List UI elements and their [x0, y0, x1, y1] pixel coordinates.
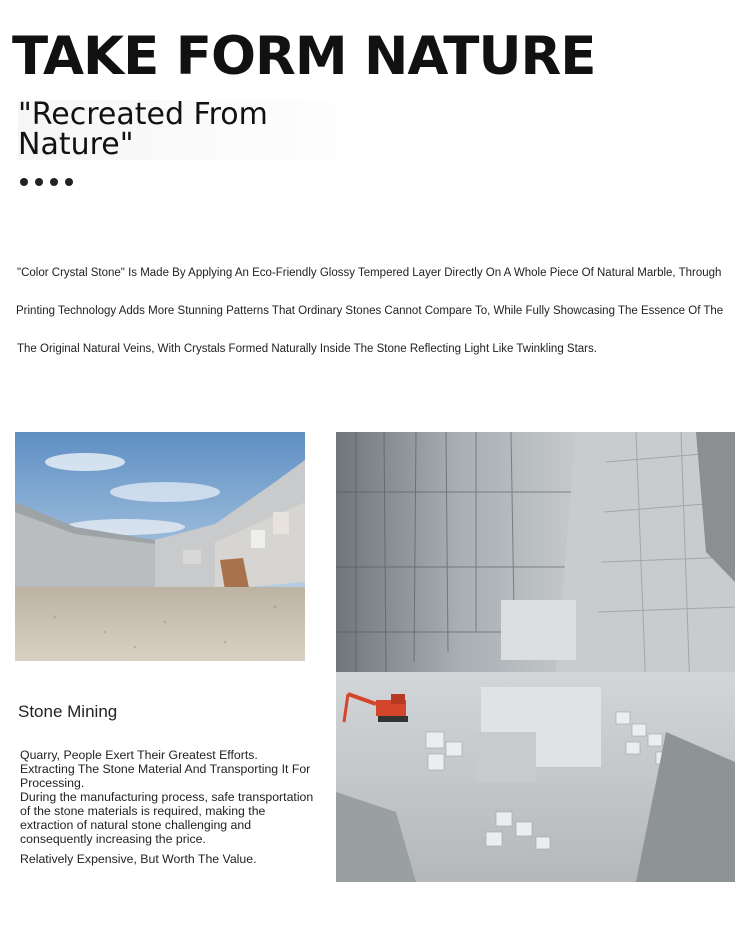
intro-line-2: Printing Technology Adds More Stunning Patterns That Ordinary Stones Cannot Compare To, While Fully Showcasing The Essence Of The	[16, 305, 724, 317]
intro-line-1: "Color Crystal Stone" Is Made By Applying An Eco-Friendly Glossy Tempered Layer Directly On A Whole Piece Of Natural Marble, Through	[17, 267, 722, 279]
subtitle-line-1: "Recreated From	[18, 97, 268, 132]
dot-icon	[50, 178, 58, 186]
subtitle	[18, 97, 398, 162]
mining-paragraph-1: Quarry, People Exert Their Greatest Efforts.	[20, 748, 258, 762]
dot-icon	[20, 178, 28, 186]
intro-line-3: The Original Natural Veins, With Crystals Formed Naturally Inside The Stone Reflecting Light Like Twinkling Stars.	[17, 343, 597, 355]
quarry-photo-large	[336, 432, 735, 882]
mining-paragraph-3: During the manufacturing process, safe transportation of the stone materials is required, making the extraction of natural stone challenging and consequently increasing the price.	[20, 790, 314, 846]
mining-paragraph-4: Relatively Expensive, But Worth The Value.	[20, 852, 257, 866]
mining-description	[20, 748, 320, 866]
mining-paragraph-2: Extracting The Stone Material And Transporting It For Processing.	[20, 762, 311, 790]
quarry-pit-image	[336, 432, 735, 882]
quarry-landscape-image	[15, 432, 305, 661]
dot-icon	[35, 178, 43, 186]
decorative-dots	[20, 178, 73, 186]
quarry-photo-small	[15, 432, 305, 661]
section-title-stone-mining: Stone Mining	[18, 702, 118, 721]
dot-icon	[65, 178, 73, 186]
page-title: TAKE FORM NATURE	[12, 26, 596, 87]
subtitle-line-2: Nature"	[18, 127, 134, 162]
